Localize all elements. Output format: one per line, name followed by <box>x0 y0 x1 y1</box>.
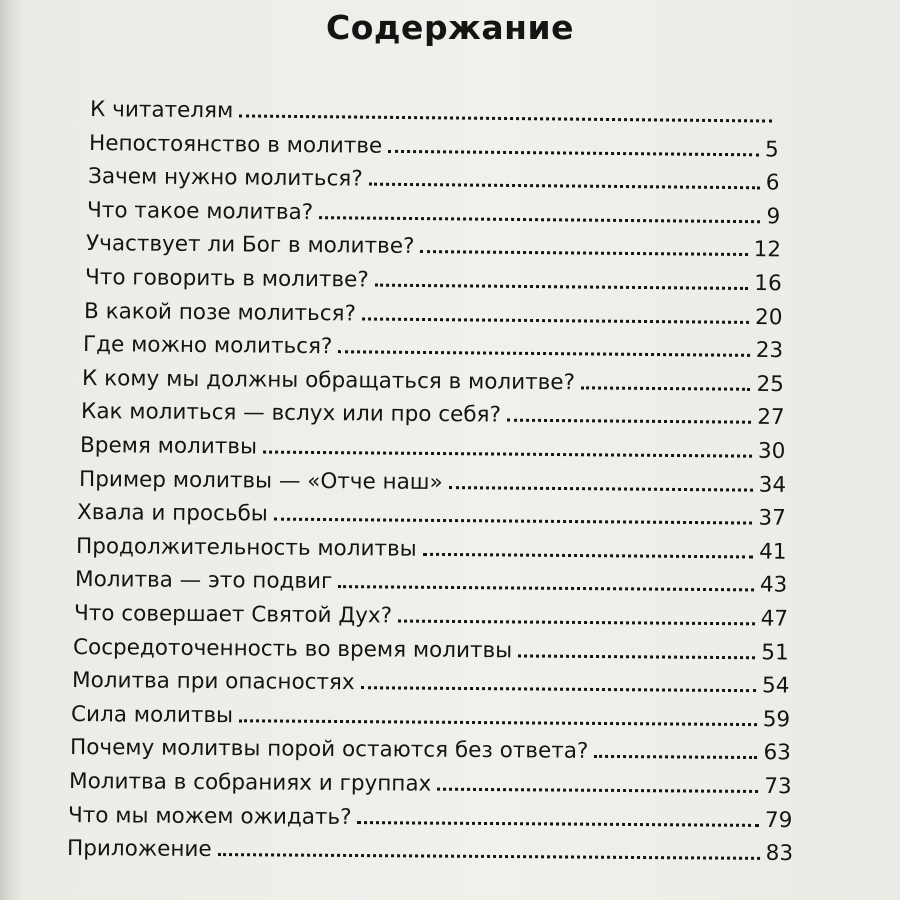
dot-leader <box>398 620 755 626</box>
dot-leader <box>358 821 759 827</box>
toc-entry <box>90 92 778 129</box>
dot-leader <box>423 553 754 559</box>
toc-entry <box>88 159 780 195</box>
dot-leader <box>388 149 759 156</box>
dot-leader <box>274 518 753 525</box>
dot-leader <box>218 853 760 860</box>
toc-entry <box>74 596 788 632</box>
toc-entry-title: Сосредоточенность во время молитвы <box>73 634 513 663</box>
dot-leader <box>420 250 747 256</box>
toc-entry-page: 20 <box>754 304 783 330</box>
toc-entry <box>76 529 787 565</box>
dot-leader <box>518 654 755 659</box>
toc-entry <box>69 764 792 799</box>
toc-entry-page: 83 <box>765 841 794 867</box>
toc-entry <box>82 361 784 397</box>
toc-entry <box>72 663 790 698</box>
dot-leader <box>338 350 749 357</box>
dot-leader <box>239 114 772 122</box>
toc-entry-title: Что такое молитва? <box>86 197 314 225</box>
toc-entry-title: Молитва — это подвиг <box>75 567 333 595</box>
dot-leader <box>448 486 752 492</box>
toc-entry-page: 16 <box>754 271 782 297</box>
toc-entry <box>81 394 785 430</box>
toc-entry-page: 59 <box>762 706 791 733</box>
toc-entry-title: Что говорить в молитве? <box>84 265 369 293</box>
toc-entry-page: 23 <box>755 338 783 364</box>
toc-entry-page: 54 <box>762 673 790 699</box>
toc-entry-title: Что совершает Святой Дух? <box>74 601 393 629</box>
dot-leader <box>374 284 748 290</box>
toc-entry-title: Участвует ли Бог в молитве? <box>85 231 415 260</box>
toc-entry <box>86 226 781 262</box>
page-title: Содержание <box>326 8 574 47</box>
toc-entry-page: 6 <box>765 170 780 196</box>
toc-entry-title: Приложение <box>67 836 212 863</box>
toc-entry-page: 47 <box>760 606 789 632</box>
toc-entry <box>71 697 790 732</box>
toc-entry <box>75 562 787 598</box>
toc-entry-page: 79 <box>764 807 793 833</box>
toc-entry-page: 41 <box>759 539 788 565</box>
toc-entry-page: 9 <box>766 204 781 230</box>
toc-entry-page: 37 <box>758 505 787 531</box>
toc-entry <box>70 730 791 765</box>
toc-entry <box>68 798 792 833</box>
toc-entry <box>67 831 793 866</box>
dot-leader <box>239 719 757 726</box>
toc-entry-title: Время молитвы <box>79 433 257 460</box>
toc-entry-title: Непостоянство в молитве <box>88 130 383 159</box>
toc-entry-page: 12 <box>753 237 781 263</box>
dot-leader <box>369 183 760 190</box>
toc-entry-title: Сила молитвы <box>71 701 234 729</box>
toc-entry-title: К читателям <box>90 97 234 124</box>
toc-entry-page: 34 <box>758 472 786 498</box>
dot-leader <box>262 451 751 458</box>
toc-entry-page: 63 <box>763 740 792 766</box>
toc-entry-page: 5 <box>764 137 779 163</box>
toc-entry <box>77 495 786 531</box>
dot-leader <box>319 216 760 223</box>
toc-entry <box>79 462 786 498</box>
toc-entry-page: 51 <box>761 639 790 666</box>
toc-entry-title: К кому мы должны обращаться в молитве? <box>81 365 575 396</box>
dot-leader <box>339 585 755 591</box>
toc-entry-title: Хвала и просьбы <box>77 500 269 527</box>
dot-leader <box>361 686 756 692</box>
toc-entry-title: Молитва при опасностях <box>72 668 355 696</box>
toc-entry-page: 25 <box>756 371 784 397</box>
toc-entry-title: Пример молитвы — «Отче наш» <box>78 466 443 495</box>
toc-entry-title: Почему молитвы порой остаются без ответа? <box>70 735 589 765</box>
dot-leader <box>581 386 751 390</box>
toc-entry-page: 30 <box>757 438 785 464</box>
dot-leader <box>594 755 757 759</box>
toc-entry <box>84 294 783 330</box>
table-of-contents <box>0 92 900 892</box>
toc-entry-page: 43 <box>760 572 788 599</box>
toc-entry-page: 27 <box>756 405 785 431</box>
toc-entry <box>83 327 783 363</box>
dot-leader <box>437 788 758 793</box>
toc-entry <box>85 260 782 296</box>
toc-entry-title: Где можно молиться? <box>82 332 333 360</box>
toc-entry <box>87 193 780 229</box>
toc-entry <box>89 126 779 163</box>
toc-entry <box>80 428 785 464</box>
toc-entry-title: Зачем нужно молиться? <box>87 164 363 192</box>
toc-entry-title: Продолжительность молитвы <box>76 533 418 562</box>
toc-entry-title: Как молиться — вслух или про себя? <box>80 399 501 428</box>
toc-entry-title: Что мы можем ожидать? <box>68 802 352 830</box>
toc-entry <box>73 630 789 666</box>
toc-entry-title: В какой позе молиться? <box>83 298 356 327</box>
toc-entry-title: Молитва в собраниях и группах <box>69 769 432 797</box>
dot-leader <box>506 419 750 424</box>
toc-entry-page: 73 <box>764 774 792 800</box>
dot-leader <box>362 317 749 323</box>
